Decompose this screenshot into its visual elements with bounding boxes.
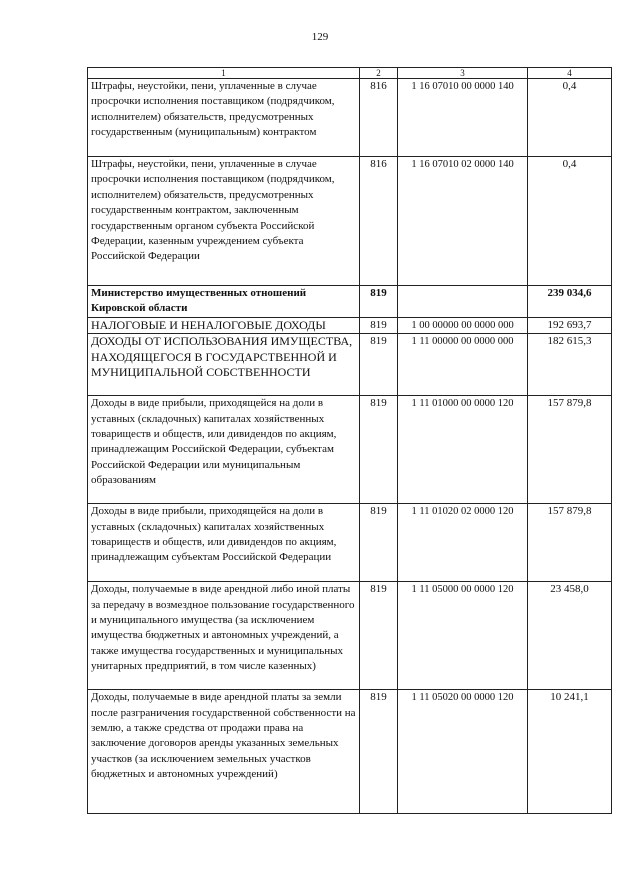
- row-admin-code: 816: [360, 79, 398, 157]
- column-header-kbk: 3: [398, 68, 528, 79]
- row-kbk-code: 1 11 01000 00 0000 120: [398, 396, 528, 504]
- row-amount: 23 458,0: [528, 582, 612, 690]
- row-kbk-code: 1 11 05020 00 0000 120: [398, 690, 528, 814]
- row-kbk-code: [398, 286, 528, 318]
- row-admin-code: 819: [360, 690, 398, 814]
- row-admin-code: 819: [360, 317, 398, 333]
- row-name: Доходы в виде прибыли, приходящейся на доли в уставных (складочных) капиталах хозяйственных товариществ и обществ, или дивидендов по акциям, принадлежащим субъектам Российской Федерации: [88, 504, 360, 582]
- row-name: НАЛОГОВЫЕ И НЕНАЛОГОВЫЕ ДОХОДЫ: [88, 317, 360, 333]
- row-kbk-code: 1 00 00000 00 0000 000: [398, 317, 528, 333]
- table-row: [88, 504, 612, 582]
- table-row: [88, 396, 612, 504]
- table-row: [88, 334, 612, 396]
- row-name: Доходы, получаемые в виде арендной платы за земли после разграничения государственной собственности на землю, а также средства от продажи права на заключение договоров аренды указанных земельных участков (за исключением земельных участков бюджетных и автономных учреждений): [88, 690, 360, 814]
- column-header-name: 1: [88, 68, 360, 79]
- row-admin-code: 819: [360, 582, 398, 690]
- column-header-amount: 4: [528, 68, 612, 79]
- row-amount: 239 034,6: [528, 286, 612, 318]
- row-name: Доходы, получаемые в виде арендной либо иной платы за передачу в возмездное пользование государственного и муниципального имущества (за исключением имущества бюджетных и автономных учреждений, а также имущества государственных и муниципальных унитарных предприятий, в том числе казенных): [88, 582, 360, 690]
- row-name: Штрафы, неустойки, пени, уплаченные в случае просрочки исполнения поставщиком (подрядчиком, исполнителем) обязательств, предусмотренных государственным (муниципальным) контрактом: [88, 79, 360, 157]
- row-admin-code: 819: [360, 286, 398, 318]
- column-header-admin: 2: [360, 68, 398, 79]
- revenue-table: [87, 67, 612, 814]
- row-amount: 0,4: [528, 79, 612, 157]
- table-row: [88, 317, 612, 333]
- row-amount: 157 879,8: [528, 396, 612, 504]
- row-name: ДОХОДЫ ОТ ИСПОЛЬЗОВАНИЯ ИМУЩЕСТВА, НАХОДЯЩЕГОСЯ В ГОСУДАРСТВЕННОЙ И МУНИЦИПАЛЬНОЙ СОБСТВЕННОСТИ: [88, 334, 360, 396]
- table-row: [88, 157, 612, 286]
- row-name: Министерство имущественных отношений Кировской области: [88, 286, 360, 318]
- table-row: [88, 79, 612, 157]
- row-amount: 182 615,3: [528, 334, 612, 396]
- table-row: [88, 286, 612, 318]
- table-header-row: [88, 68, 612, 79]
- row-admin-code: 819: [360, 504, 398, 582]
- row-admin-code: 819: [360, 334, 398, 396]
- row-amount: 10 241,1: [528, 690, 612, 814]
- row-amount: 0,4: [528, 157, 612, 286]
- table-row: [88, 582, 612, 690]
- row-kbk-code: 1 11 01020 02 0000 120: [398, 504, 528, 582]
- row-admin-code: 819: [360, 396, 398, 504]
- row-kbk-code: 1 16 07010 00 0000 140: [398, 79, 528, 157]
- row-kbk-code: 1 11 05000 00 0000 120: [398, 582, 528, 690]
- table-row: [88, 690, 612, 814]
- row-amount: 192 693,7: [528, 317, 612, 333]
- row-amount: 157 879,8: [528, 504, 612, 582]
- row-admin-code: 816: [360, 157, 398, 286]
- row-name: Доходы в виде прибыли, приходящейся на доли в уставных (складочных) капиталах хозяйственных товариществ и обществ, или дивидендов по акциям, принадлежащим Российской Федерации, субъектам Российской Федерации или муниципальным образованиям: [88, 396, 360, 504]
- row-name: Штрафы, неустойки, пени, уплаченные в случае просрочки исполнения поставщиком (подрядчиком, исполнителем) обязательств, предусмотренных государственным контрактом, заключенным государственным органом субъекта Российской Федерации, казенным учреждением субъекта Российской Федерации: [88, 157, 360, 286]
- row-kbk-code: 1 16 07010 02 0000 140: [398, 157, 528, 286]
- row-kbk-code: 1 11 00000 00 0000 000: [398, 334, 528, 396]
- page-number: 129: [311, 31, 329, 43]
